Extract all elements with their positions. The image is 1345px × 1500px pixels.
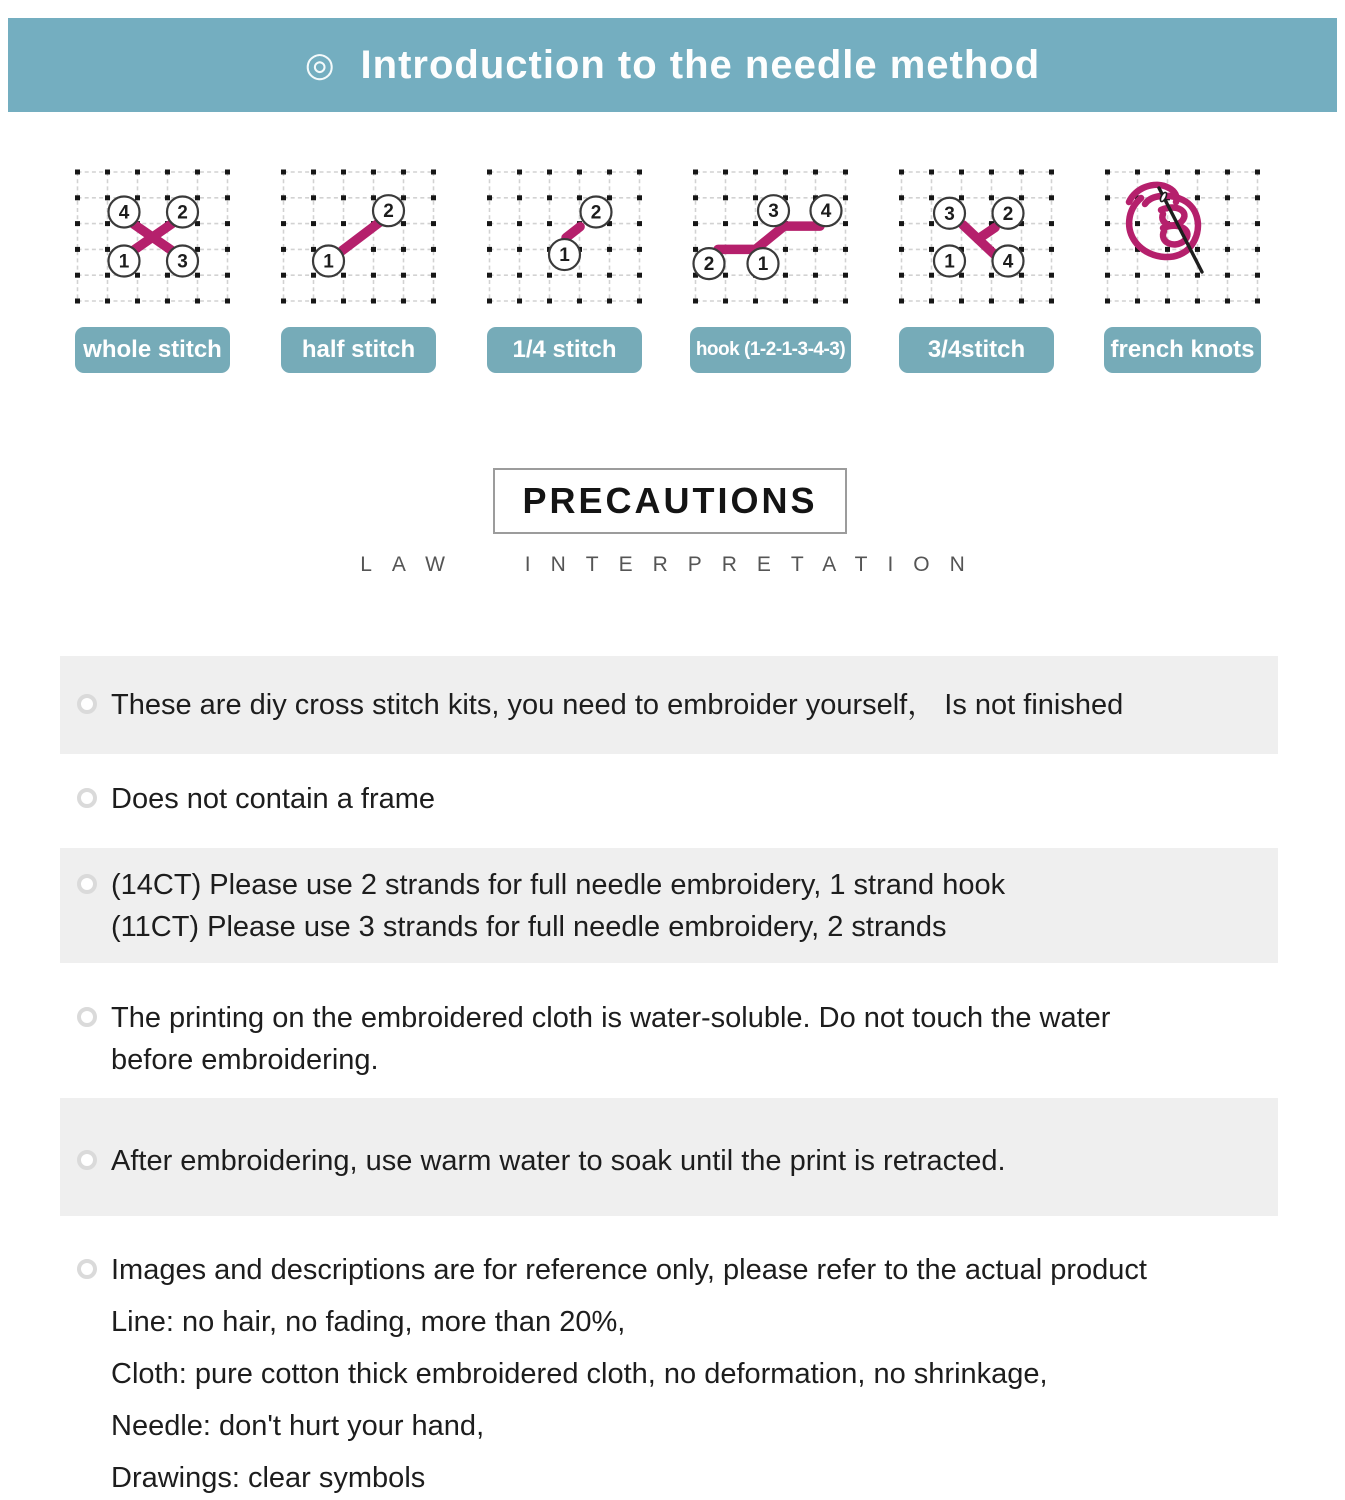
step-number: 4 bbox=[820, 201, 832, 223]
ring-bullet-icon bbox=[77, 694, 97, 714]
stitch-grid-graphic bbox=[1105, 168, 1260, 303]
ring-bullet-icon bbox=[77, 874, 97, 894]
precaution-line: Images and descriptions are for reference only, please refer to the actual product bbox=[111, 1254, 1147, 1286]
stitch-label: 1/4 stitch bbox=[487, 327, 642, 373]
precaution-line: Does not contain a frame bbox=[111, 783, 436, 815]
precautions-title: PRECAUTIONS bbox=[522, 480, 818, 521]
stitch-label: hook (1-2-1-3-4-3) bbox=[690, 327, 851, 373]
step-number: 2 bbox=[703, 254, 715, 276]
precaution-text bbox=[111, 1140, 1006, 1182]
step-number: 2 bbox=[177, 202, 188, 224]
precautions-box bbox=[493, 468, 847, 534]
precaution-line: (14CT) Please use 2 strands for full needle embroidery, 1 strand hook bbox=[111, 869, 1006, 901]
stitch-stroke bbox=[566, 227, 580, 238]
stitch-grid-graphic bbox=[693, 168, 848, 303]
precaution-line: Line: no hair, no fading, more than 20%, bbox=[111, 1306, 626, 1338]
stitch-diagram bbox=[693, 168, 848, 373]
stitch-grid-graphic bbox=[487, 168, 642, 303]
precaution-text bbox=[111, 684, 1123, 726]
stitch-diagram bbox=[281, 168, 436, 373]
precaution-line: After embroidering, use warm water to soak until the print is retracted. bbox=[111, 1145, 1006, 1177]
ring-bullet-icon bbox=[77, 1259, 97, 1279]
precaution-line: Needle: don't hurt your hand, bbox=[111, 1410, 485, 1442]
step-number: 1 bbox=[323, 251, 334, 273]
header-banner bbox=[8, 18, 1337, 112]
step-number: 2 bbox=[590, 202, 602, 224]
stitch-label: half stitch bbox=[281, 327, 436, 373]
stitch-stroke bbox=[718, 226, 820, 249]
stitch-diagram bbox=[75, 168, 230, 373]
precaution-item bbox=[60, 656, 1278, 754]
stitch-diagram bbox=[899, 168, 1054, 373]
stitch-grid-graphic bbox=[75, 168, 230, 303]
precaution-line: before embroidering. bbox=[111, 1044, 379, 1076]
precaution-text bbox=[111, 997, 1110, 1081]
stitch-grid-graphic bbox=[899, 168, 1054, 303]
precaution-text bbox=[111, 778, 435, 820]
precaution-text bbox=[111, 1244, 1147, 1500]
law-interpretation-subtitle: LAW INTERPRETATION bbox=[360, 553, 985, 576]
step-number: 3 bbox=[177, 251, 188, 273]
step-number: 3 bbox=[944, 203, 955, 225]
page-title: Introduction to the needle method bbox=[360, 42, 1041, 87]
precaution-text bbox=[111, 864, 1005, 948]
stitch-diagram bbox=[487, 168, 642, 373]
precaution-line: (11CT) Please use 3 strands for full needle embroidery, 2 strands bbox=[111, 911, 947, 943]
stitch-grid-graphic bbox=[281, 168, 436, 303]
precautions-list bbox=[60, 656, 1278, 1500]
precaution-line: The printing on the embroidered cloth is water-soluble. Do not touch the water bbox=[111, 1002, 1111, 1034]
precaution-line: Drawings: clear symbols bbox=[111, 1462, 426, 1494]
step-number: 3 bbox=[768, 201, 779, 223]
step-number: 4 bbox=[118, 202, 130, 224]
ring-bullet-icon bbox=[77, 1150, 97, 1170]
step-number: 1 bbox=[757, 254, 769, 276]
step-number: 1 bbox=[118, 251, 130, 273]
precaution-item bbox=[60, 997, 1278, 1081]
ring-bullet-icon bbox=[77, 1007, 97, 1027]
double-circle-icon: ◎ bbox=[304, 46, 335, 84]
step-number: 1 bbox=[559, 245, 570, 267]
precaution-item bbox=[60, 848, 1278, 963]
precaution-item bbox=[60, 1244, 1278, 1500]
stitch-diagram bbox=[1105, 168, 1260, 373]
precaution-item bbox=[60, 1098, 1278, 1216]
stitch-label: 3/4stitch bbox=[899, 327, 1054, 373]
precaution-line: Cloth: pure cotton thick embroidered cloth, no deformation, no shrinkage, bbox=[111, 1358, 1048, 1390]
stitch-label: french knots bbox=[1104, 327, 1260, 373]
stitch-diagrams bbox=[75, 168, 1260, 373]
step-number: 2 bbox=[1002, 203, 1014, 225]
precaution-line: These are diy cross stitch kits, you need to embroider yourself， Is not finished bbox=[111, 689, 1124, 721]
stitch-label: whole stitch bbox=[75, 327, 230, 373]
ring-bullet-icon bbox=[77, 788, 97, 808]
step-number: 4 bbox=[1002, 251, 1014, 273]
step-number: 1 bbox=[944, 251, 955, 273]
step-number: 2 bbox=[383, 201, 394, 223]
stitch-stroke bbox=[978, 227, 995, 239]
precaution-item bbox=[60, 778, 1278, 820]
